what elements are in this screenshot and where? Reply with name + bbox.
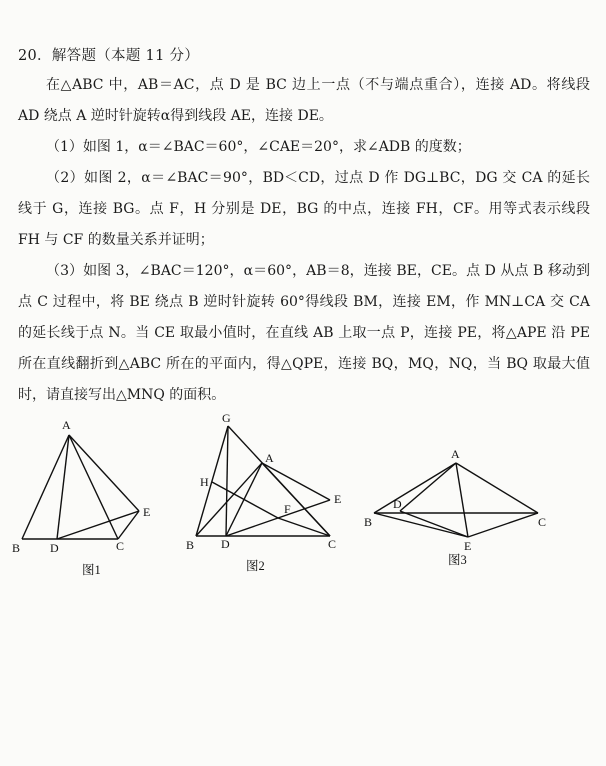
fig3-label-d: D	[393, 497, 402, 511]
fig1-label-b: B	[12, 541, 21, 555]
fig2-label-b: B	[186, 538, 195, 552]
figure-2	[196, 426, 330, 536]
fig3-label-c: C	[538, 515, 547, 529]
fig1-label-a: A	[62, 418, 71, 432]
fig3-label-a: A	[451, 447, 460, 461]
fig1-label-c: C	[116, 539, 125, 553]
fig2-label-g: G	[222, 411, 231, 425]
fig3-label-b: B	[364, 515, 373, 529]
fig1-label-d: D	[50, 541, 59, 555]
fig1-label-e: E	[143, 505, 151, 519]
question-intro: 在△ABC 中，AB＝AC，点 D 是 BC 边上一点（不与端点重合），连接 AD。将线段 AD 绕点 A 逆时针旋转α得到线段 AE，连接 DE。	[18, 77, 590, 124]
fig3-label-e: E	[464, 539, 472, 553]
fig2-label-e: E	[334, 492, 342, 506]
fig2-label-d: D	[221, 537, 230, 551]
fig3-caption: 图3	[448, 553, 467, 567]
fig2-label-f: F	[284, 502, 291, 516]
figures-area	[0, 400, 606, 600]
fig2-label-c: C	[328, 537, 337, 551]
fig2-caption: 图2	[246, 559, 265, 573]
fig1-caption: 图1	[82, 563, 101, 577]
question-part-2: （2）如图 2，α＝∠BAC＝90°，BD＜CD，过点 D 作 DG⊥BC，DG 交 CA 的延长线于 G，连接 BG。点 F，H 分别是 DE，BG 的中点，连接 FH，CF。用等式表示线段 FH 与 CF 的数量关系并证明；	[18, 170, 590, 248]
question-part-3: （3）如图 3，∠BAC＝120°，α＝60°，AB＝8，连接 BE，CE。点 D 从点 B 移动到点 C 过程中，将 BE 绕点 B 逆时针旋转 60°得线段 BM，连接 EM，作 MN⊥CA 交 CA 的延长线于点 N。当 CE 取最小值时，在直线 AB 上取一点 P，连接 PE，将△APE 沿 PE 所在直线翻折到△ABC 所在的平面内，得△QPE，连接 BQ，MQ，NQ，当 BQ 取最大值时，请直接写出△MNQ 的面积。	[18, 263, 590, 403]
fig2-label-a: A	[265, 451, 274, 465]
fig2-label-h: H	[200, 475, 209, 489]
figure-1	[22, 435, 139, 539]
question-header: 20．解答题（本题 11 分）	[18, 48, 200, 64]
question-part-1: （1）如图 1，α＝∠BAC＝60°，∠CAE＝20°，求∠ADB 的度数；	[46, 139, 471, 155]
